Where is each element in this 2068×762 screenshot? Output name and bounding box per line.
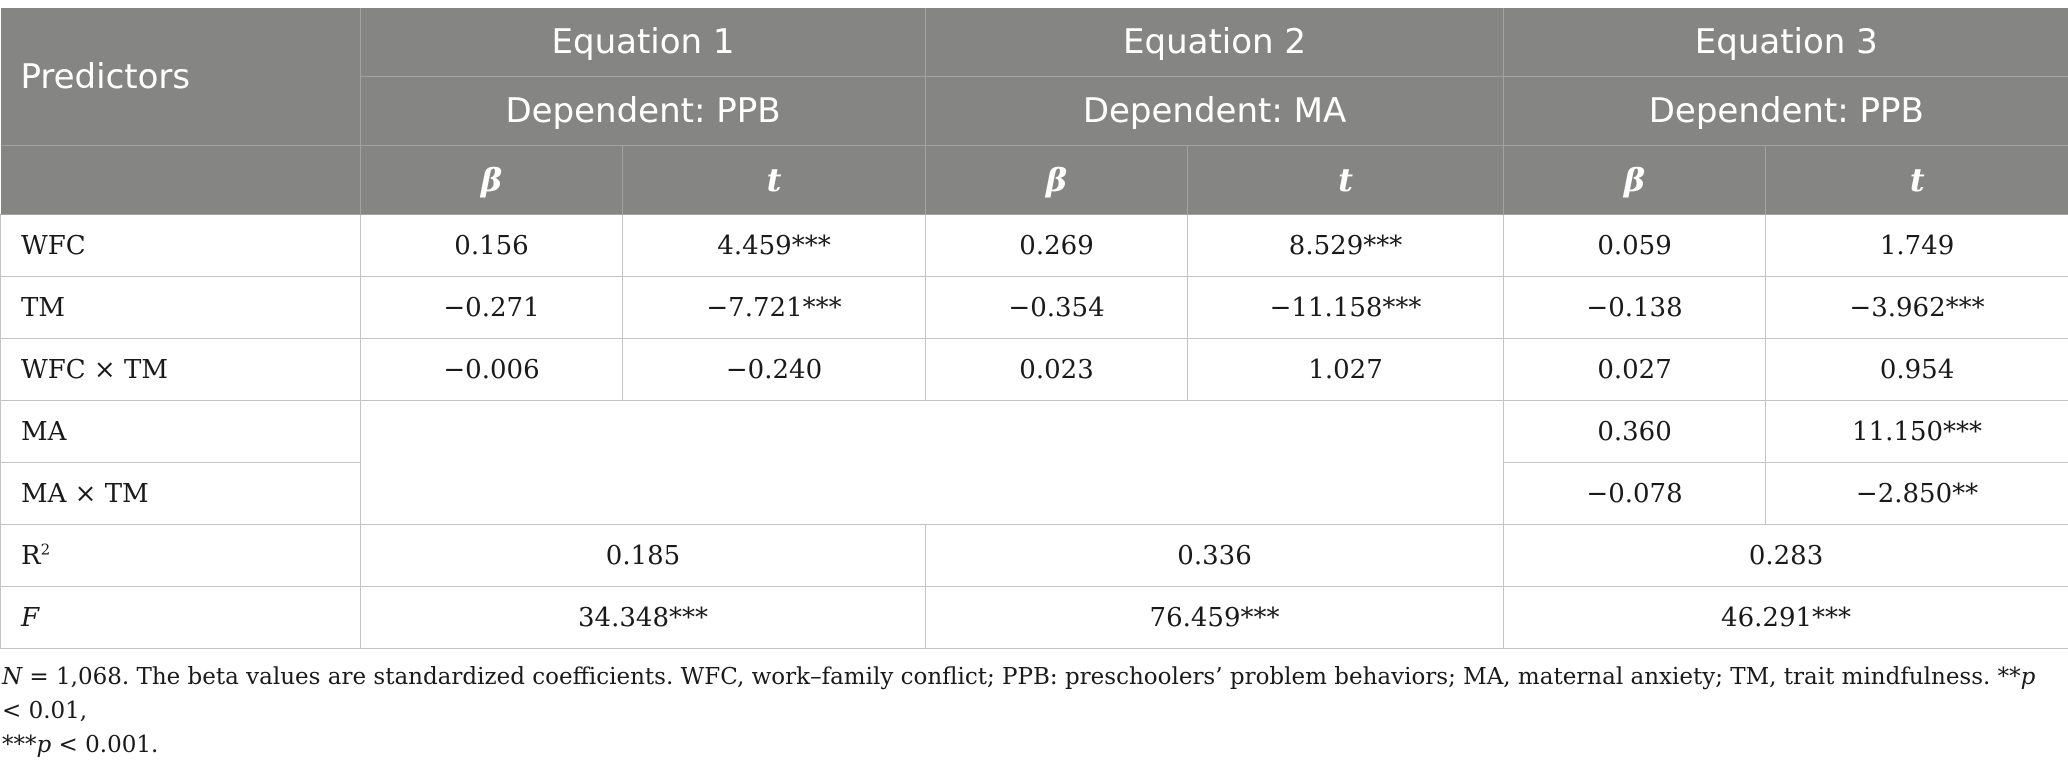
row-label: WFC: [1, 215, 361, 277]
cell-eq3-t: 0.954: [1766, 339, 2068, 401]
cell-eq2-beta: 0.269: [926, 215, 1188, 277]
cell-eq1-t: 4.459***: [623, 215, 926, 277]
note-line1: = 1,068. The beta values are standardized coefficients. WFC, work–family conflict; PPB: preschoolers’ problem behaviors; MA, maternal anxiety; TM, trait mindfulness. **: [22, 664, 2021, 690]
equation-1-header: Equation 1: [361, 8, 926, 77]
r2-label: R: [21, 541, 41, 571]
cell-eq1-beta: 0.156: [361, 215, 623, 277]
cell-eq2-t: −11.158***: [1188, 277, 1504, 339]
table-row-wfc-x-tm: [1, 339, 2068, 401]
eq3-beta-header: β: [1504, 146, 1766, 215]
cell-eq1-f: 34.348***: [361, 587, 926, 649]
eq1-t-header: t: [623, 146, 926, 215]
row-label: [1, 525, 361, 587]
row-label: F: [1, 587, 361, 649]
equation-2-header: Equation 2: [926, 8, 1504, 77]
cell-eq2-t: 8.529***: [1188, 215, 1504, 277]
equation-3-header: Equation 3: [1504, 8, 2068, 77]
equation-1-dependent: Dependent: PPB: [361, 77, 926, 146]
r2-superscript: 2: [41, 540, 51, 558]
table-row-r2: [1, 525, 2068, 587]
row-label: MA: [1, 401, 361, 463]
eq2-t-header: t: [1188, 146, 1504, 215]
table-row-f: [1, 587, 2068, 649]
cell-eq3-t: 11.150***: [1766, 401, 2068, 463]
row-label: TM: [1, 277, 361, 339]
empty-cell: [361, 401, 1504, 525]
equation-3-dependent: Dependent: PPB: [1504, 77, 2068, 146]
note-n-label: N: [2, 664, 22, 690]
cell-eq3-beta: 0.360: [1504, 401, 1766, 463]
cell-eq3-t: 1.749: [1766, 215, 2068, 277]
cell-eq1-beta: −0.271: [361, 277, 623, 339]
cell-eq3-beta: −0.138: [1504, 277, 1766, 339]
cell-eq3-t: −2.850**: [1766, 463, 2068, 525]
cell-eq3-r2: 0.283: [1504, 525, 2068, 587]
cell-eq3-t: −3.962***: [1766, 277, 2068, 339]
eq1-beta-header: β: [361, 146, 623, 215]
note-p2-rest: < 0.001.: [51, 732, 158, 758]
cell-eq2-r2: 0.336: [926, 525, 1504, 587]
cell-eq2-f: 76.459***: [926, 587, 1504, 649]
note-p2: p: [37, 732, 52, 758]
eq3-t-header: t: [1766, 146, 2068, 215]
cell-eq2-beta: −0.354: [926, 277, 1188, 339]
cell-eq3-beta: 0.059: [1504, 215, 1766, 277]
note-line2-prefix: ***: [2, 732, 37, 758]
regression-table-container: [0, 8, 2068, 649]
equation-2-dependent: Dependent: MA: [926, 77, 1504, 146]
cell-eq3-f: 46.291***: [1504, 587, 2068, 649]
regression-table: [0, 8, 2068, 649]
eq2-beta-header: β: [926, 146, 1188, 215]
table-row-wfc: [1, 215, 2068, 277]
predictors-header: Predictors: [1, 8, 361, 146]
row-label: WFC × TM: [1, 339, 361, 401]
cell-eq2-beta: 0.023: [926, 339, 1188, 401]
header-row-statistics: [1, 146, 2068, 215]
cell-eq2-t: 1.027: [1188, 339, 1504, 401]
cell-eq1-beta: −0.006: [361, 339, 623, 401]
row-label: MA × TM: [1, 463, 361, 525]
cell-eq3-beta: 0.027: [1504, 339, 1766, 401]
cell-eq1-r2: 0.185: [361, 525, 926, 587]
note-p1-rest: < 0.01,: [2, 698, 87, 724]
cell-eq3-beta: −0.078: [1504, 463, 1766, 525]
table-footnote: [2, 660, 2042, 762]
header-row-equations: [1, 8, 2068, 77]
predictors-header-blank: [1, 146, 361, 215]
note-p1: p: [2021, 664, 2036, 690]
table-row-ma: [1, 401, 2068, 463]
cell-eq1-t: −7.721***: [623, 277, 926, 339]
table-row-tm: [1, 277, 2068, 339]
cell-eq1-t: −0.240: [623, 339, 926, 401]
